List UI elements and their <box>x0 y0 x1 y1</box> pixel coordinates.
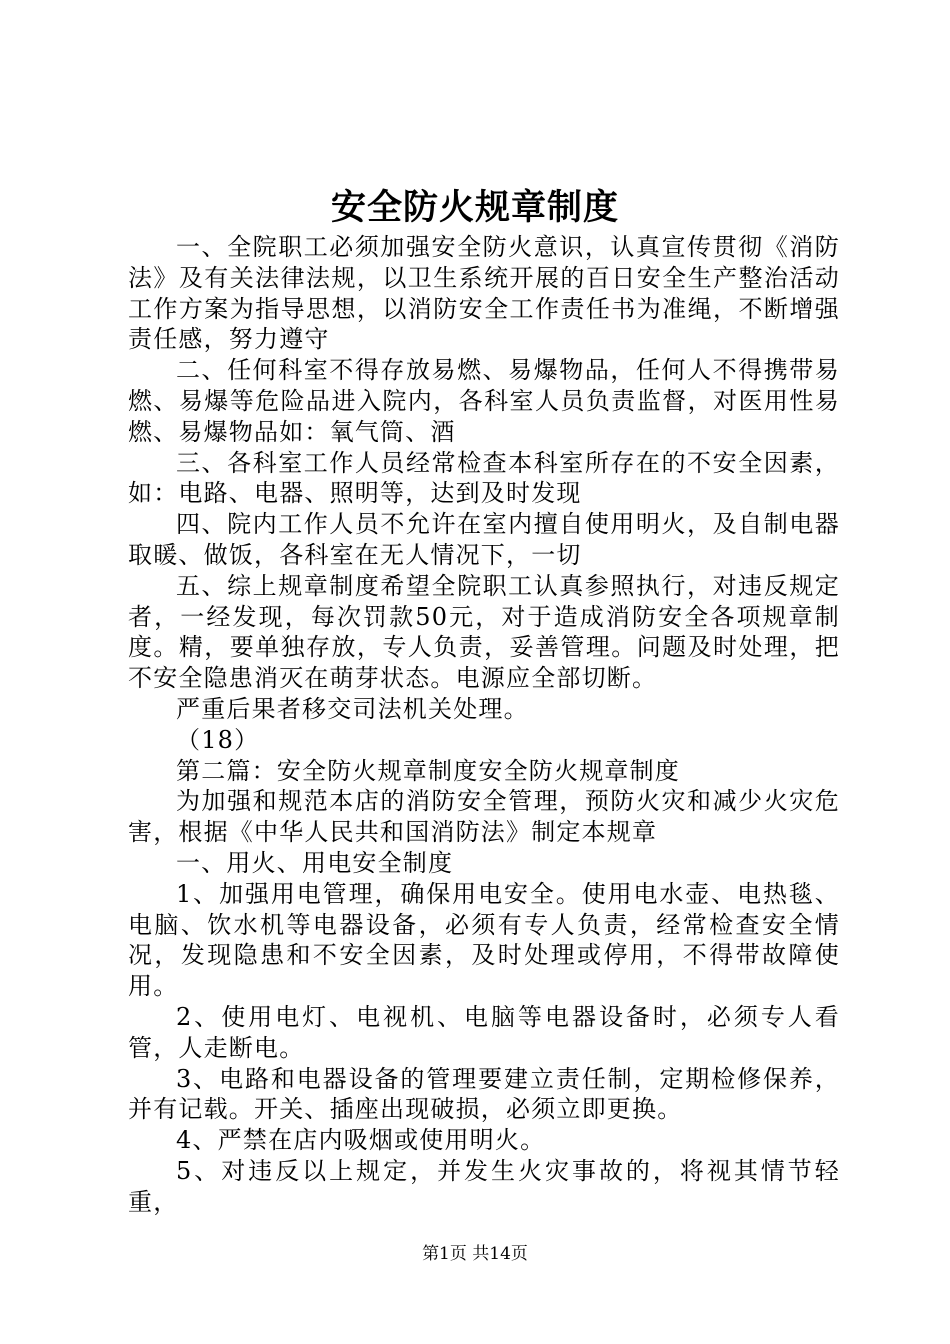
rule-item-4: 4、严禁在店内吸烟或使用明火。 <box>176 1126 546 1155</box>
paragraph-2: 二、任何科室不得存放易燃、易爆物品，任何人不得携带易燃、易爆等危险品进入院内，各科室人员负责监督，对医用性易燃、易爆物品如：氧气筒、酒 <box>128 356 840 446</box>
paragraph-6: 严重后果者移交司法机关处理。 <box>176 694 529 723</box>
rule-item-5: 5、对违反以上规定，并发生火灾事故的，将视其情节轻重， <box>128 1156 840 1216</box>
subsection-heading: 一、用火、用电安全制度 <box>176 848 454 877</box>
rule-item-3: 3、电路和电器设备的管理要建立责任制，定期检修保养，并有记载。开关、插座出现破损，必须立即更换。 <box>128 1064 840 1124</box>
paragraph-9: 为加强和规范本店的消防安全管理，预防火灾和减少火灾危害，根据《中华人民共和国消防法》制定本规章 <box>128 787 840 847</box>
section-heading-2: 第二篇：安全防火规章制度安全防火规章制度 <box>176 756 680 785</box>
page-footer: 第1页 共14页 <box>422 1244 528 1264</box>
rule-item-2: 2、使用电灯、电视机、电脑等电器设备时，必须专人看管，人走断电。 <box>128 1002 840 1062</box>
document-title: 安全防火规章制度 <box>330 187 619 228</box>
paragraph-3: 三、各科室工作人员经常检查本科室所存在的不安全因素，如：电路、电器、照明等，达到及时发现 <box>128 448 840 508</box>
paragraph-5: 五、综上规章制度希望全院职工认真参照执行，对违反规定者，一经发现，每次罚款50元，对于造成消防安全各项规章制度。精，要单独存放，专人负责，妥善管理。问题及时处理，把不安全隐患消灭在萌芽状态。电源应全部切断。 <box>128 571 840 693</box>
rule-item-1: 1、加强用电管理，确保用电安全。使用电水壶、电热毯、电脑、饮水机等电器设备，必须有专人负责，经常检查安全情况，发现隐患和不安全因素，及时处理或停用，不得带故障使用。 <box>128 879 840 1001</box>
paragraph-7: （18） <box>176 725 260 754</box>
paragraph-1: 一、全院职工必须加强安全防火意识，认真宣传贯彻《消防法》及有关法律法规，以卫生系统开展的百日安全生产整治活动工作方案为指导思想，以消防安全工作责任书为准绳，不断增强责任感，努力遵守 <box>128 233 840 354</box>
paragraph-4: 四、院内工作人员不允许在室内擅自使用明火，及自制电器取暖、做饭，各科室在无人情况下，一切 <box>128 510 840 569</box>
document-body <box>128 232 840 1218</box>
